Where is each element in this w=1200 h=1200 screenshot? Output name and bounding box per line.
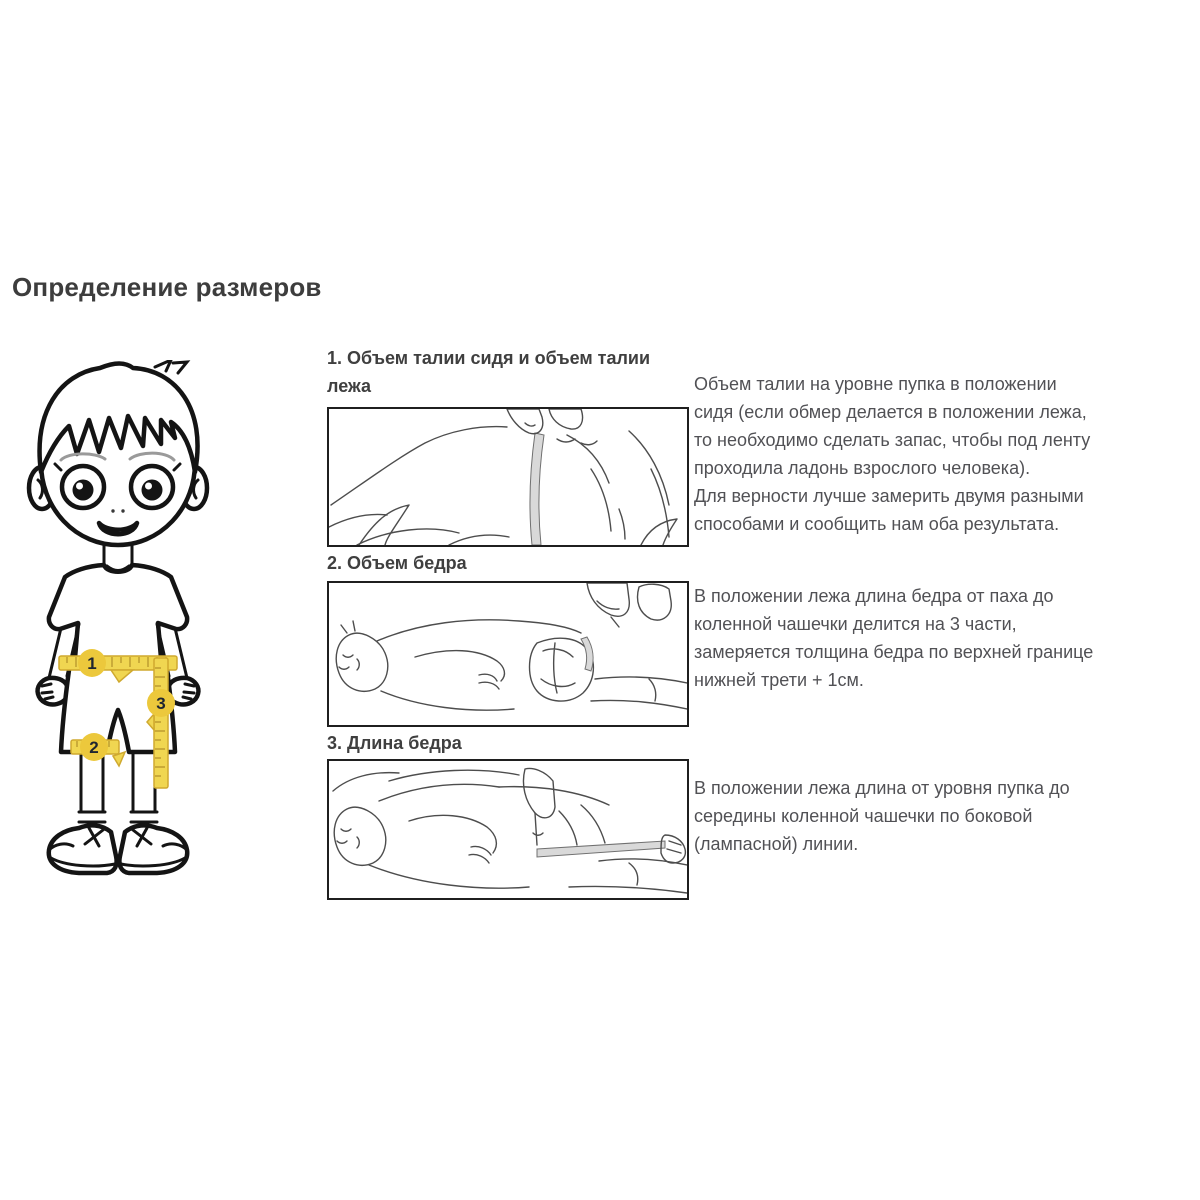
paragraph: Для верности лучше замерить двумя разными способами и сообщить нам оба результата. bbox=[694, 486, 1084, 534]
boy-figure-drawing bbox=[15, 360, 245, 895]
section-heading-thigh-girth: 2. Объем бедра bbox=[327, 553, 467, 573]
svg-text:1: 1 bbox=[87, 654, 97, 673]
section-description-waist bbox=[694, 370, 1096, 538]
svg-text:3: 3 bbox=[156, 694, 166, 713]
section-heading-thigh-length: 3. Длина бедра bbox=[327, 733, 462, 753]
thigh-length-illustration bbox=[327, 759, 689, 900]
paragraph: Объем талии на уровне пупка в положении сидя (если обмер делается в положении лежа, то необходимо сделать запас, чтобы под ленту проходила ладонь взрослого человека). bbox=[694, 374, 1091, 478]
section-heading-waist: 1. Объем талии сидя и объем талии лежа bbox=[327, 348, 651, 396]
paragraph: В положении лежа длина от уровня пупка до середины коленной чашечки по боковой (лампасной) линии. bbox=[694, 778, 1070, 854]
boy-measurement-figure bbox=[15, 360, 245, 895]
section-description-thigh-length bbox=[694, 774, 1096, 858]
waist-measure-illustration bbox=[327, 407, 689, 547]
boy-shirt bbox=[49, 565, 187, 658]
measure-tape-strip bbox=[537, 841, 665, 857]
marker-2-thigh-girth bbox=[80, 733, 108, 761]
thigh-girth-illustration bbox=[327, 581, 689, 727]
section-description-thigh-girth bbox=[694, 582, 1096, 694]
marker-3-thigh-length bbox=[147, 689, 175, 717]
svg-text:2: 2 bbox=[89, 738, 99, 757]
marker-1-waist bbox=[78, 649, 106, 677]
page-title: Определение размеров bbox=[12, 272, 322, 302]
paragraph: В положении лежа длина бедра от паха до коленной чашечки делится на 3 части, замеряется толщина бедра по верхней границе нижней трети + 1см. bbox=[694, 586, 1094, 690]
measure-tape-strip bbox=[530, 433, 544, 545]
